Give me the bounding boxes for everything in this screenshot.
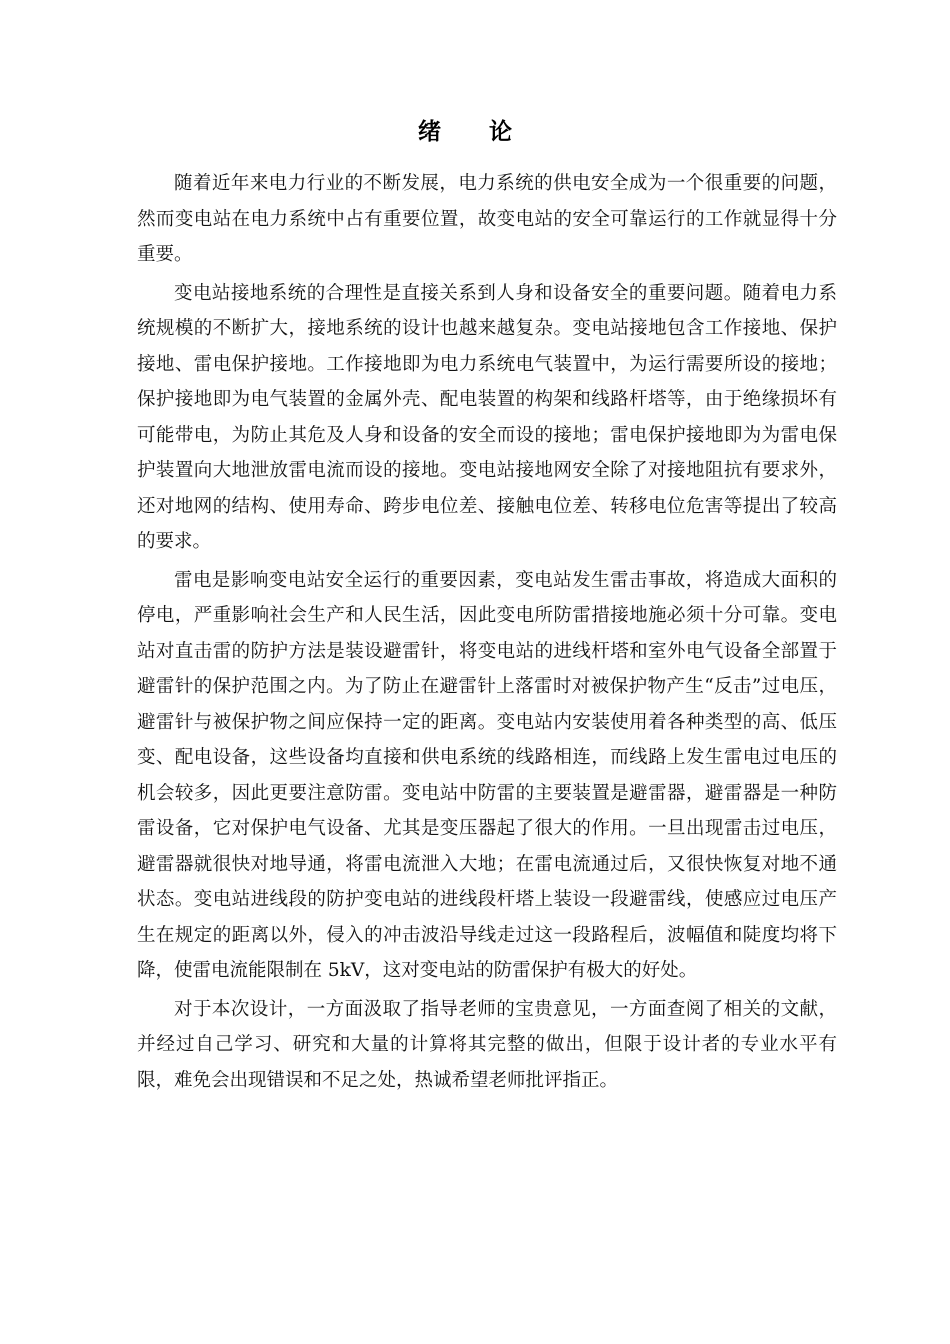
page-title: 绪 论 — [417, 118, 532, 145]
paragraph: 对于本次设计，一方面汲取了指导老师的宝贵意见，一方面查阅了相关的文献，并经过自己学习、研究和大量的计算将其完整的做出，但限于设计者的专业水平有限，难免会出现错误和不足之处，热诚希望老师批评指正。 — [137, 998, 837, 1091]
paragraph: 变电站接地系统的合理性是直接关系到人身和设备安全的重要问题。随着电力系统规模的不断扩大，接地系统的设计也越来越复杂。变电站接地包含工作接地、保护接地、雷电保护接地。工作接地即为电力系统电气装置中，为运行需要所设的接地；保护接地即为电气装置的金属外壳、配电装置的构架和线路杆塔等，由于绝缘损坏有可能带电，为防止其危及人身和设备的安全而设的接地；雷电保护接地即为为雷电保护装置向大地泄放雷电流而设的接地。变电站接地网安全除了对接地阻抗有要求外，还对地网的结构、使用寿命、跨步电位差、接触电位差、转移电位危害等提出了较高的要求。 — [137, 282, 837, 552]
paragraph: 雷电是影响变电站安全运行的重要因素，变电站发生雷击事故，将造成大面积的停电，严重影响社会生产和人民生活，因此变电所防雷措接地施必须十分可靠。变电站对直击雷的防护方法是装设避雷针，将变电站的进线杆塔和室外电气设备全部置于避雷针的保护范围之内。为了防止在避雷针上落雷时对被保护物产生“反击”过电压，避雷针与被保护物之间应保持一定的距离。变电站内安装使用着各种类型的高、低压变、配电设备，这些设备均直接和供电系统的线路相连，而线路上发生雷电过电压的机会较多，因此更要注意防雷。变电站中防雷的主要装置是避雷器，避雷器是一种防雷设备，它对保护电气设备、尤其是变压器起了很大的作用。一旦出现雷击过电压，避雷器就很快对地导通，将雷电流泄入大地；在雷电流通过后，又很快恢复对地不通状态。变电站进线段的防护变电站的进线段杆塔上装设一段避雷线，使感应过电压产生在规定的距离以外，侵入的冲击波沿导线走过这一段路程后，波幅值和陡度均将下降，使雷电流能限制在 5kV，这对变电站的防雷保护有极大的好处。 — [137, 569, 837, 981]
body-text — [137, 166, 837, 1098]
paragraph: 随着近年来电力行业的不断发展，电力系统的供电安全成为一个很重要的问题，然而变电站在电力系统中占有重要位置，故变电站的安全可靠运行的工作就显得十分重要。 — [137, 173, 837, 265]
